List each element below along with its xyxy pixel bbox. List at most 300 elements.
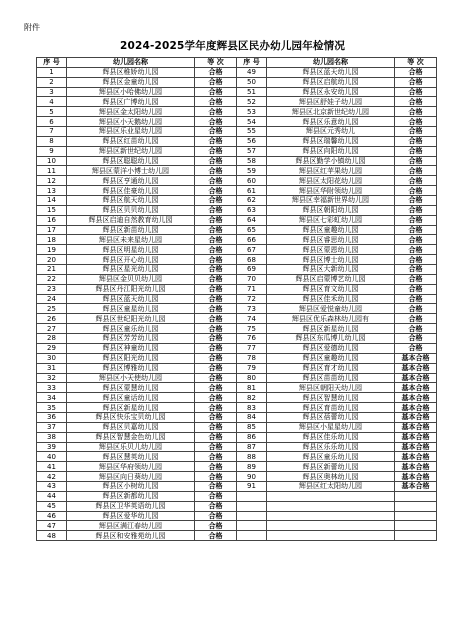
header-name: 幼儿园名称 [267, 58, 395, 68]
left-grade-cell: 合格 [195, 284, 237, 294]
left-kindergarten-name-cell: 辉县区稚娇幼儿园 [67, 67, 195, 77]
left-grade-cell: 合格 [195, 166, 237, 176]
left-grade-cell: 合格 [195, 215, 237, 225]
right-kindergarten-name-cell: 辉县区乐意幼儿园 [267, 117, 395, 127]
left-grade-cell: 合格 [195, 77, 237, 87]
right-kindergarten-name-cell: 辉县区苗苗幼儿园 [267, 373, 395, 383]
table-row [37, 156, 437, 166]
left-kindergarten-name-cell: 辉县区爱华幼儿园 [67, 511, 195, 521]
left-grade-cell: 合格 [195, 186, 237, 196]
right-serial-no-cell: 87 [237, 442, 267, 452]
right-grade-cell: 合格 [395, 324, 437, 334]
left-serial-no-cell: 8 [37, 136, 67, 146]
left-kindergarten-name-cell: 辉县区新苗幼儿园 [67, 225, 195, 235]
right-serial-no-cell [237, 491, 267, 501]
left-serial-no-cell: 21 [37, 265, 67, 275]
left-grade-cell: 合格 [195, 452, 237, 462]
left-grade-cell: 合格 [195, 491, 237, 501]
right-kindergarten-name-cell: 辉县区七彩虹幼儿园 [267, 215, 395, 225]
left-kindergarten-name-cell: 辉县区慧英幼儿园 [67, 452, 195, 462]
left-kindergarten-name-cell: 辉县区蒙洋小博士幼儿园 [67, 166, 195, 176]
left-serial-no-cell: 39 [37, 442, 67, 452]
left-serial-no-cell: 16 [37, 215, 67, 225]
left-kindergarten-name-cell: 辉县区小天使幼儿园 [67, 373, 195, 383]
left-grade-cell: 合格 [195, 117, 237, 127]
table-row [37, 353, 437, 363]
right-serial-no-cell: 69 [237, 265, 267, 275]
right-grade-cell: 合格 [395, 225, 437, 235]
left-kindergarten-name-cell: 辉县区金童幼儿园 [67, 77, 195, 87]
left-grade-cell: 合格 [195, 97, 237, 107]
left-serial-no-cell: 40 [37, 452, 67, 462]
left-kindergarten-name-cell: 辉县区启迪自然教育幼儿园 [67, 215, 195, 225]
left-kindergarten-name-cell: 辉县区童话幼儿园 [67, 393, 195, 403]
left-grade-cell: 合格 [195, 393, 237, 403]
left-kindergarten-name-cell: 辉县区金贝贝幼儿园 [67, 274, 195, 284]
table-row [37, 422, 437, 432]
right-grade-cell: 合格 [395, 284, 437, 294]
table-row [37, 314, 437, 324]
left-grade-cell: 合格 [195, 324, 237, 334]
right-serial-no-cell: 82 [237, 393, 267, 403]
left-grade-cell: 合格 [195, 442, 237, 452]
left-grade-cell: 合格 [195, 136, 237, 146]
left-grade-cell: 合格 [195, 383, 237, 393]
table-row [37, 294, 437, 304]
left-serial-no-cell: 31 [37, 363, 67, 373]
table-header-row [37, 58, 437, 68]
table-row [37, 491, 437, 501]
left-grade-cell: 合格 [195, 432, 237, 442]
table-row [37, 511, 437, 521]
table-row [37, 186, 437, 196]
table-row [37, 432, 437, 442]
table-row [37, 67, 437, 77]
left-serial-no-cell: 37 [37, 422, 67, 432]
left-serial-no-cell: 14 [37, 196, 67, 206]
right-kindergarten-name-cell: 辉县区佳禾幼儿园 [267, 294, 395, 304]
right-serial-no-cell: 66 [237, 235, 267, 245]
right-serial-no-cell: 68 [237, 255, 267, 265]
right-kindergarten-name-cell: 辉县区新蕾幼儿园 [267, 462, 395, 472]
right-serial-no-cell: 85 [237, 422, 267, 432]
right-kindergarten-name-cell: 辉县区智慧幼儿园 [267, 393, 395, 403]
right-grade-cell: 基本合格 [395, 383, 437, 393]
table-row [37, 452, 437, 462]
right-serial-no-cell: 53 [237, 107, 267, 117]
right-kindergarten-name-cell: 辉县区北京新世纪幼儿园 [267, 107, 395, 117]
left-serial-no-cell: 47 [37, 521, 67, 531]
left-serial-no-cell: 10 [37, 156, 67, 166]
left-grade-cell: 合格 [195, 304, 237, 314]
right-serial-no-cell: 78 [237, 353, 267, 363]
table-row [37, 127, 437, 137]
table-row [37, 265, 437, 275]
right-grade-cell: 合格 [395, 156, 437, 166]
right-grade-cell: 合格 [395, 215, 437, 225]
right-kindergarten-name-cell: 辉县区启蒙博艺幼儿园 [267, 274, 395, 284]
right-kindergarten-name-cell: 辉县区元秀幼儿 [267, 127, 395, 137]
left-grade-cell: 合格 [195, 294, 237, 304]
right-serial-no-cell: 60 [237, 176, 267, 186]
left-kindergarten-name-cell: 辉县区童星幼儿园 [67, 304, 195, 314]
table-row [37, 531, 437, 541]
left-serial-no-cell: 19 [37, 245, 67, 255]
right-kindergarten-name-cell: 辉县区蓓蕾幼儿园 [267, 412, 395, 422]
table-row [37, 146, 437, 156]
left-kindergarten-name-cell: 辉县区未来星幼儿园 [67, 235, 195, 245]
right-grade-cell: 合格 [395, 107, 437, 117]
right-serial-no-cell: 72 [237, 294, 267, 304]
table-row [37, 225, 437, 235]
left-grade-cell: 合格 [195, 156, 237, 166]
right-grade-cell: 合格 [395, 87, 437, 97]
right-grade-cell: 基本合格 [395, 442, 437, 452]
right-serial-no-cell: 86 [237, 432, 267, 442]
table-row [37, 255, 437, 265]
left-grade-cell: 合格 [195, 225, 237, 235]
left-grade-cell: 合格 [195, 146, 237, 156]
right-serial-no-cell: 49 [237, 67, 267, 77]
right-grade-cell: 合格 [395, 245, 437, 255]
right-grade-cell: 基本合格 [395, 363, 437, 373]
right-kindergarten-name-cell: 辉县区奥林幼儿园 [267, 472, 395, 482]
right-kindergarten-name-cell: 辉县区红太阳幼儿园 [267, 481, 395, 491]
right-serial-no-cell: 79 [237, 363, 267, 373]
left-grade-cell: 合格 [195, 205, 237, 215]
right-grade-cell: 基本合格 [395, 432, 437, 442]
left-kindergarten-name-cell: 辉县区丹江阳光幼儿园 [67, 284, 195, 294]
left-serial-no-cell: 38 [37, 432, 67, 442]
left-grade-cell: 合格 [195, 107, 237, 117]
table-row [37, 472, 437, 482]
left-grade-cell: 合格 [195, 255, 237, 265]
left-grade-cell: 合格 [195, 176, 237, 186]
left-grade-cell: 合格 [195, 245, 237, 255]
right-grade-cell [395, 521, 437, 531]
left-kindergarten-name-cell: 辉县区向日葵幼儿园 [67, 472, 195, 482]
left-grade-cell: 合格 [195, 531, 237, 541]
left-serial-no-cell: 11 [37, 166, 67, 176]
left-kindergarten-name-cell: 辉县区明星幼儿园 [67, 245, 195, 255]
right-serial-no-cell: 63 [237, 205, 267, 215]
right-serial-no-cell: 76 [237, 334, 267, 344]
left-kindergarten-name-cell: 辉县区广博幼儿园 [67, 97, 195, 107]
table-row [37, 334, 437, 344]
table-row [37, 77, 437, 87]
left-serial-no-cell: 41 [37, 462, 67, 472]
left-grade-cell: 合格 [195, 265, 237, 275]
left-serial-no-cell: 35 [37, 403, 67, 413]
left-grade-cell: 合格 [195, 363, 237, 373]
left-serial-no-cell: 32 [37, 373, 67, 383]
left-grade-cell: 合格 [195, 235, 237, 245]
header-grade: 等 次 [395, 58, 437, 68]
left-serial-no-cell: 33 [37, 383, 67, 393]
right-grade-cell: 合格 [395, 294, 437, 304]
left-serial-no-cell: 22 [37, 274, 67, 284]
left-grade-cell: 合格 [195, 472, 237, 482]
right-kindergarten-name-cell: 辉县区大新幼儿园 [267, 265, 395, 275]
right-kindergarten-name-cell: 辉县区育才幼儿园 [267, 363, 395, 373]
right-grade-cell: 合格 [395, 186, 437, 196]
header-grade: 等 次 [195, 58, 237, 68]
table-row [37, 136, 437, 146]
table-row [37, 107, 437, 117]
table-row [37, 245, 437, 255]
right-serial-no-cell: 57 [237, 146, 267, 156]
left-grade-cell: 合格 [195, 481, 237, 491]
right-grade-cell: 基本合格 [395, 472, 437, 482]
left-serial-no-cell: 5 [37, 107, 67, 117]
right-kindergarten-name-cell: 辉县区睿思幼儿园 [267, 235, 395, 245]
right-kindergarten-name-cell [267, 521, 395, 531]
right-grade-cell: 基本合格 [395, 422, 437, 432]
left-serial-no-cell: 28 [37, 334, 67, 344]
left-kindergarten-name-cell: 辉县区新星幼儿园 [67, 403, 195, 413]
right-kindergarten-name-cell [267, 511, 395, 521]
table-row [37, 97, 437, 107]
left-grade-cell: 合格 [195, 334, 237, 344]
left-serial-no-cell: 12 [37, 176, 67, 186]
right-grade-cell: 基本合格 [395, 373, 437, 383]
right-grade-cell: 合格 [395, 176, 437, 186]
left-serial-no-cell: 2 [37, 77, 67, 87]
right-kindergarten-name-cell: 辉县区蓝天幼儿园 [267, 67, 395, 77]
left-grade-cell: 合格 [195, 403, 237, 413]
left-kindergarten-name-cell: 辉县区世纪阳光幼儿园 [67, 314, 195, 324]
left-serial-no-cell: 36 [37, 412, 67, 422]
left-kindergarten-name-cell: 辉县区金太阳幼儿园 [67, 107, 195, 117]
left-kindergarten-name-cell: 辉县区乐业星幼儿园 [67, 127, 195, 137]
left-grade-cell: 合格 [195, 511, 237, 521]
left-kindergarten-name-cell: 辉县区贝嘉幼儿园 [67, 422, 195, 432]
right-serial-no-cell: 84 [237, 412, 267, 422]
left-kindergarten-name-cell: 辉县区航天幼儿园 [67, 196, 195, 206]
right-serial-no-cell: 58 [237, 156, 267, 166]
right-kindergarten-name-cell [267, 501, 395, 511]
table-row [37, 442, 437, 452]
left-grade-cell: 合格 [195, 373, 237, 383]
right-kindergarten-name-cell: 辉县区优乐森林幼儿园有 [267, 314, 395, 324]
right-kindergarten-name-cell: 辉县区博士幼儿园 [267, 255, 395, 265]
right-grade-cell [395, 531, 437, 541]
left-kindergarten-name-cell: 辉县区新都幼儿园 [67, 491, 195, 501]
table-row [37, 481, 437, 491]
right-grade-cell: 合格 [395, 196, 437, 206]
left-kindergarten-name-cell: 辉县区蓝天幼儿园 [67, 294, 195, 304]
right-grade-cell: 合格 [395, 97, 437, 107]
right-serial-no-cell: 67 [237, 245, 267, 255]
left-serial-no-cell: 4 [37, 97, 67, 107]
left-serial-no-cell: 44 [37, 491, 67, 501]
right-grade-cell: 基本合格 [395, 403, 437, 413]
table-body [37, 67, 437, 540]
left-serial-no-cell: 42 [37, 472, 67, 482]
right-serial-no-cell [237, 531, 267, 541]
table-row [37, 324, 437, 334]
left-kindergarten-name-cell: 辉县区开心幼儿园 [67, 255, 195, 265]
right-kindergarten-name-cell: 辉县区太阳花幼儿园 [267, 176, 395, 186]
left-serial-no-cell: 24 [37, 294, 67, 304]
right-grade-cell: 合格 [395, 343, 437, 353]
right-serial-no-cell: 59 [237, 166, 267, 176]
left-serial-no-cell: 13 [37, 186, 67, 196]
right-grade-cell: 合格 [395, 166, 437, 176]
right-serial-no-cell: 70 [237, 274, 267, 284]
left-kindergarten-name-cell: 辉县区新世纪幼儿园 [67, 146, 195, 156]
right-serial-no-cell: 51 [237, 87, 267, 97]
right-serial-no-cell: 62 [237, 196, 267, 206]
right-serial-no-cell: 50 [237, 77, 267, 87]
left-grade-cell: 合格 [195, 343, 237, 353]
right-serial-no-cell: 83 [237, 403, 267, 413]
left-kindergarten-name-cell: 辉县区满江春幼儿园 [67, 521, 195, 531]
right-kindergarten-name-cell: 辉县区向阳幼儿园 [267, 146, 395, 156]
left-kindergarten-name-cell: 辉县区卫华英语幼儿园 [67, 501, 195, 511]
left-serial-no-cell: 45 [37, 501, 67, 511]
right-serial-no-cell: 90 [237, 472, 267, 482]
right-serial-no-cell: 61 [237, 186, 267, 196]
right-grade-cell: 基本合格 [395, 393, 437, 403]
left-serial-no-cell: 3 [37, 87, 67, 97]
right-serial-no-cell: 88 [237, 452, 267, 462]
right-kindergarten-name-cell: 辉县区朝阳天幼儿园 [267, 383, 395, 393]
left-kindergarten-name-cell: 辉县区小哈佛幼儿园 [67, 87, 195, 97]
right-kindergarten-name-cell: 辉县区幸福新世界幼儿园 [267, 196, 395, 206]
table-row [37, 166, 437, 176]
left-kindergarten-name-cell: 辉县区小树幼儿园 [67, 481, 195, 491]
left-serial-no-cell: 25 [37, 304, 67, 314]
left-serial-no-cell: 17 [37, 225, 67, 235]
right-serial-no-cell: 74 [237, 314, 267, 324]
left-grade-cell: 合格 [195, 462, 237, 472]
left-grade-cell: 合格 [195, 87, 237, 97]
right-grade-cell: 合格 [395, 146, 437, 156]
table-row [37, 343, 437, 353]
right-kindergarten-name-cell: 辉县区爱德幼儿园 [267, 343, 395, 353]
left-kindergarten-name-cell: 辉县区贝贝幼儿园 [67, 205, 195, 215]
right-serial-no-cell: 80 [237, 373, 267, 383]
table-row [37, 205, 437, 215]
left-kindergarten-name-cell: 辉县区阳光幼儿园 [67, 353, 195, 363]
left-serial-no-cell: 30 [37, 353, 67, 363]
right-grade-cell: 合格 [395, 117, 437, 127]
right-grade-cell: 合格 [395, 304, 437, 314]
left-kindergarten-name-cell: 辉县区蒙慧幼儿园 [67, 383, 195, 393]
left-kindergarten-name-cell: 辉县区乐贝儿幼儿园 [67, 442, 195, 452]
right-serial-no-cell: 52 [237, 97, 267, 107]
right-kindergarten-name-cell: 辉县区蒙恩幼儿园 [267, 245, 395, 255]
right-kindergarten-name-cell: 辉县区启航幼儿园 [267, 77, 395, 87]
right-grade-cell: 合格 [395, 205, 437, 215]
table-row [37, 403, 437, 413]
right-grade-cell: 合格 [395, 127, 437, 137]
right-grade-cell: 合格 [395, 255, 437, 265]
right-serial-no-cell: 71 [237, 284, 267, 294]
table-row [37, 383, 437, 393]
left-kindergarten-name-cell: 辉县区红苗幼儿园 [67, 136, 195, 146]
left-serial-no-cell: 18 [37, 235, 67, 245]
left-serial-no-cell: 34 [37, 393, 67, 403]
right-kindergarten-name-cell: 辉县区华附领幼儿园 [267, 186, 395, 196]
right-serial-no-cell [237, 521, 267, 531]
left-kindergarten-name-cell: 辉县区博雅幼儿园 [67, 363, 195, 373]
right-kindergarten-name-cell [267, 531, 395, 541]
right-kindergarten-name-cell: 辉县区舒娃子幼儿园 [267, 97, 395, 107]
right-grade-cell: 合格 [395, 314, 437, 324]
right-grade-cell: 基本合格 [395, 412, 437, 422]
left-serial-no-cell: 43 [37, 481, 67, 491]
left-serial-no-cell: 1 [37, 67, 67, 77]
right-kindergarten-name-cell: 辉县区勤学小镇幼儿园 [267, 156, 395, 166]
left-kindergarten-name-cell: 辉县区神童幼儿园 [67, 343, 195, 353]
table-row [37, 284, 437, 294]
right-serial-no-cell [237, 511, 267, 521]
right-grade-cell: 基本合格 [395, 452, 437, 462]
right-serial-no-cell: 81 [237, 383, 267, 393]
right-grade-cell [395, 501, 437, 511]
right-grade-cell: 合格 [395, 265, 437, 275]
right-kindergarten-name-cell: 辉县区乐乐幼儿园 [267, 442, 395, 452]
header-no: 序 号 [37, 58, 67, 68]
left-grade-cell: 合格 [195, 422, 237, 432]
left-grade-cell: 合格 [195, 196, 237, 206]
right-kindergarten-name-cell: 辉县区红苹果幼儿园 [267, 166, 395, 176]
right-kindergarten-name-cell: 辉县区育苗幼儿园 [267, 403, 395, 413]
kindergarten-inspection-table [36, 57, 437, 541]
right-grade-cell: 基本合格 [395, 481, 437, 491]
left-kindergarten-name-cell: 辉县区亨通幼儿园 [67, 176, 195, 186]
table-row [37, 87, 437, 97]
left-grade-cell: 合格 [195, 353, 237, 363]
right-grade-cell: 合格 [395, 136, 437, 146]
left-kindergarten-name-cell: 辉县区芳芳幼儿园 [67, 334, 195, 344]
left-serial-no-cell: 26 [37, 314, 67, 324]
header-name: 幼儿园名称 [67, 58, 195, 68]
right-serial-no-cell: 91 [237, 481, 267, 491]
right-kindergarten-name-cell: 辉县区瑞馨幼儿园 [267, 136, 395, 146]
right-serial-no-cell: 54 [237, 117, 267, 127]
right-serial-no-cell: 56 [237, 136, 267, 146]
table-row [37, 235, 437, 245]
left-kindergarten-name-cell: 辉县区聪聪幼儿园 [67, 156, 195, 166]
right-kindergarten-name-cell: 辉县区佳乐幼儿园 [267, 432, 395, 442]
table-row [37, 363, 437, 373]
right-serial-no-cell: 55 [237, 127, 267, 137]
right-grade-cell: 基本合格 [395, 462, 437, 472]
left-grade-cell: 合格 [195, 67, 237, 77]
table-row [37, 176, 437, 186]
right-kindergarten-name-cell: 辉县区童乐幼儿园 [267, 452, 395, 462]
right-serial-no-cell [237, 501, 267, 511]
table-row [37, 393, 437, 403]
right-kindergarten-name-cell: 辉县区爱悦童幼儿园 [267, 304, 395, 314]
table-row [37, 304, 437, 314]
left-kindergarten-name-cell: 辉县区和安雅苑幼儿园 [67, 531, 195, 541]
table-row [37, 196, 437, 206]
left-kindergarten-name-cell: 辉县区智慧金色幼儿园 [67, 432, 195, 442]
left-serial-no-cell: 7 [37, 127, 67, 137]
left-grade-cell: 合格 [195, 412, 237, 422]
left-grade-cell: 合格 [195, 314, 237, 324]
right-kindergarten-name-cell: 辉县区永安幼儿园 [267, 87, 395, 97]
left-serial-no-cell: 9 [37, 146, 67, 156]
table-row [37, 215, 437, 225]
left-kindergarten-name-cell: 辉县区童乐幼儿园 [67, 324, 195, 334]
right-grade-cell: 合格 [395, 334, 437, 344]
right-grade-cell: 基本合格 [395, 353, 437, 363]
